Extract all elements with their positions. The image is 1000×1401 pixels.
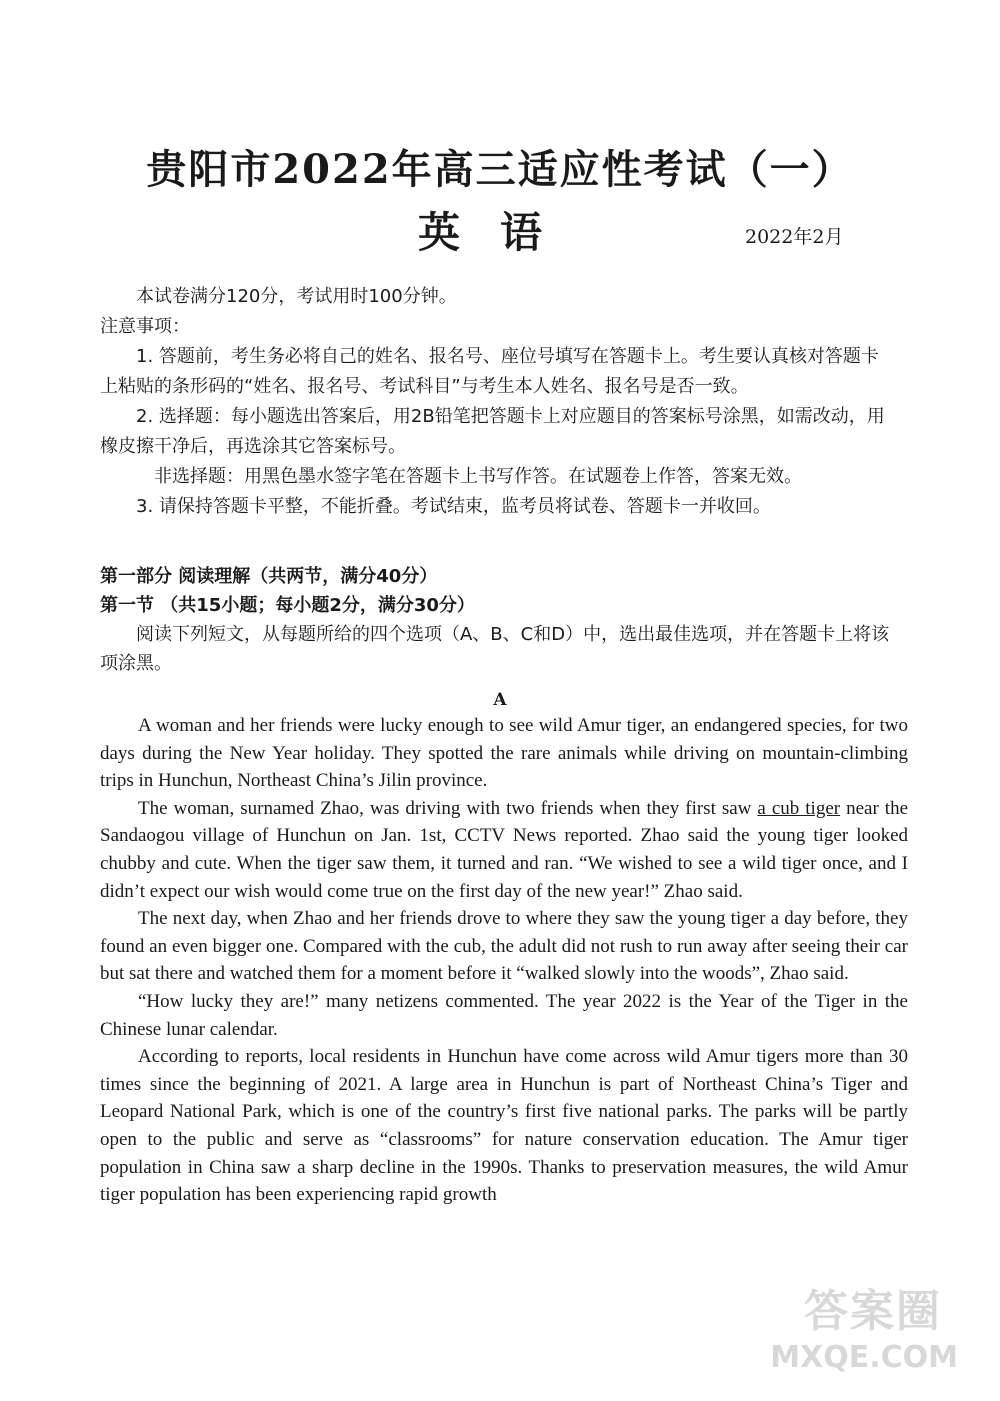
instructions-intro: 本试卷满分120分，考试用时100分钟。	[136, 286, 457, 307]
reading-passage	[100, 712, 908, 1209]
watermark	[770, 1286, 980, 1389]
section1-heading: 第一节 （共15小题；每小题2分，满分30分）	[100, 595, 475, 616]
passage-paragraph-2-end: near the Sandaogou village of Hunchun on Jan. 1st, CCTV News reported. Zhao said the young tiger looked chubby and cute. When the tiger saw them, it turned and ran. “We wished to see a wild tiger once, and I didn’t expect our wish would come true on the first day of the new year!” Zhao said.	[100, 797, 909, 902]
exam-date: 2022年2月	[745, 226, 844, 248]
part1-heading: 第一部分 阅读理解（共两节，满分40分）	[100, 566, 438, 587]
passage-paragraph-2	[100, 795, 908, 905]
instructions-heading: 注意事项：	[100, 316, 190, 337]
passage-letter: A	[493, 690, 507, 710]
passage-paragraph-1: A woman and her friends were lucky enough to see wild Amur tiger, an endangered species, for two days during the New Year holiday. They spotted the rare animals while driving on mountain-climbing trips in Hunchun, Northeast China’s Jilin province.	[100, 715, 908, 792]
instruction-item-2b: 非选择题：用黑色墨水签字笔在答题卡上书写作答。在试题卷上作答，答案无效。	[154, 466, 802, 487]
watermark-url: MXQE.COM	[770, 1340, 958, 1375]
passage-paragraph-3: The next day, when Zhao and her friends drove to where they saw the young tiger a day before, they found an even bigger one. Compared with the cub, the adult did not rush to run away after seeing their car but sat there and watched them for a moment before it “walked slowly into the woods”, Zhao said.	[100, 908, 908, 985]
part1-directions: 阅读下列短文，从每题所给的四个选项（A、B、C和D）中，选出最佳选项，并在答题卡上将该项涂黑。	[100, 624, 890, 674]
instructions	[100, 282, 890, 522]
instruction-item-1: 1. 答题前，考生务必将自己的姓名、报名号、座位号填写在答题卡上。考生要认真核对答题卡上粘贴的条形码的“姓名、报名号、考试科目”与考生本人姓名、报名号是否一致。	[100, 346, 879, 397]
passage-paragraph-4: “How lucky they are!” many netizens commented. The year 2022 is the Year of the Tiger in the Chinese lunar calendar.	[100, 990, 908, 1040]
part1-header	[100, 562, 890, 678]
underlined-phrase: a cub tiger	[757, 797, 841, 819]
passage-paragraph-5: According to reports, local residents in Hunchun have come across wild Amur tigers more than 30 times since the beginning of 2021. A large area in Hunchun is part of Northeast China’s Tiger and Leopard National Park, which is one of the country’s first five national parks. The parks will be partly open to the public and serve as “classrooms” for nature conservation education. The Amur tiger population in China saw a sharp decline in the 1990s. Thanks to preservation measures, the wild Amur tiger population has been experiencing rapid growth	[100, 1046, 908, 1206]
exam-title: 贵阳市2022年高三适应性考试（一）	[146, 146, 854, 193]
instruction-item-2: 2. 选择题：每小题选出答案后，用2B铅笔把答题卡上对应题目的答案标号涂黑，如需改动，用橡皮擦干净后，再选涂其它答案标号。	[100, 406, 885, 457]
passage-paragraph-2-start: The woman, surnamed Zhao, was driving with two friends when they first saw	[138, 797, 758, 819]
watermark-logo-text: 答案圈	[804, 1286, 942, 1337]
subject-title: 英语	[417, 208, 582, 257]
instruction-item-3: 3. 请保持答题卡平整，不能折叠。考试结束，监考员将试卷、答题卡一并收回。	[136, 496, 771, 517]
